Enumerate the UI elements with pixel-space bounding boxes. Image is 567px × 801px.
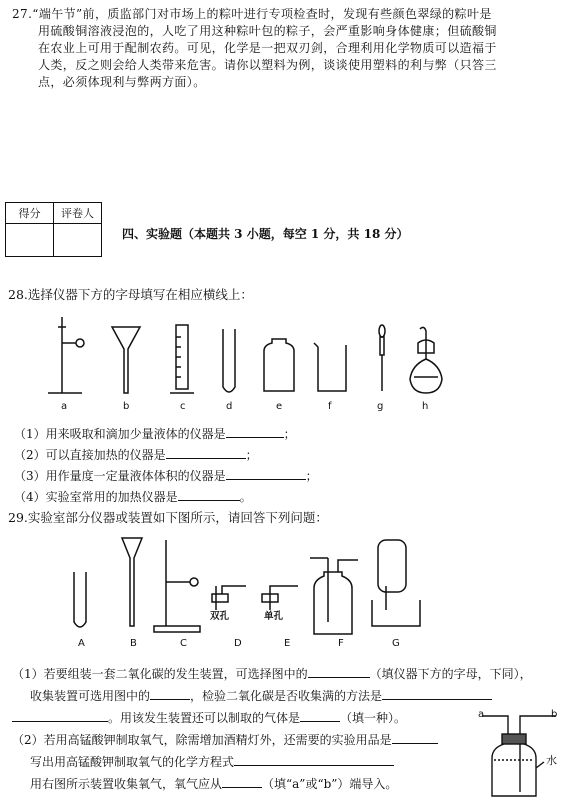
dropper-icon [379, 325, 385, 391]
label-a: a [61, 401, 68, 412]
bottle-label-b: b [551, 709, 558, 720]
q27-line: 在农业上可用于配制农药。可见，化学是一把双刃剑，合理利用化学物质可以造福于 [38, 41, 497, 55]
question-27 [12, 6, 557, 91]
gas-bottle-icon [310, 558, 358, 634]
grader-header: 评卷人 [54, 203, 102, 224]
q28-instruments [0, 305, 567, 405]
q29-title: 29.实验室部分仪器或装置如下图所示，请回答下列问题： [8, 510, 328, 525]
q28-item-4-text: （4）实验室常用的加热仪器是 [14, 490, 178, 504]
section-title: 四、实验题（本题共 3 小题，每空 1 分，共 18 分） [122, 227, 409, 241]
q29-p2-text: 用右图所示装置收集氧气，氧气应从 [30, 777, 223, 791]
water-trough-icon [372, 540, 420, 626]
q28-item-3-text: （3）用作量度一定量液体体积的仪器是 [14, 469, 226, 483]
label-G: G [392, 638, 400, 649]
score-cell[interactable] [6, 224, 54, 257]
q29-p2-text: （2）若用高锰酸钾制取氧气，除需增加酒精灯外，还需要的实验用品是 [12, 733, 392, 747]
beaker-icon [314, 343, 346, 391]
single-hole-label: 单孔 [264, 611, 284, 622]
answer-blank[interactable] [392, 731, 438, 744]
label-F: F [338, 638, 344, 649]
wide-mouth-bottle-icon [264, 339, 294, 391]
q29-p1-text: （1）若要组装一套二氧化碳的发生装置，可选择图中的 [12, 667, 308, 681]
q27-line: 27.“端午节”前，质监部门对市场上的粽叶进行专项检查时，发现有些颜色翠绿的粽叶是 [12, 7, 492, 21]
q29-p2-text: （填“a”或“b”）端导入。 [262, 777, 398, 791]
answer-blank[interactable] [234, 753, 394, 766]
answer-blank[interactable] [382, 687, 492, 700]
double-hole-label: 双孔 [210, 611, 230, 622]
q28-item-1-text: （1）用来吸取和滴加少量液体的仪器是 [14, 427, 226, 441]
iron-stand-icon [48, 317, 84, 393]
iron-stand-icon [154, 540, 200, 632]
long-neck-funnel-icon [122, 538, 142, 626]
single-hole-stopper-icon [262, 586, 298, 610]
q28-item-1: （1）用来吸取和滴加少量液体的仪器是 ； [14, 427, 296, 441]
grader-cell[interactable] [54, 224, 102, 257]
label-g: g [377, 401, 384, 412]
answer-blank[interactable] [308, 665, 370, 678]
label-c: c [180, 401, 186, 412]
q29-p1-line1 [12, 665, 532, 682]
score-header: 得分 [6, 203, 54, 224]
answer-blank[interactable] [226, 425, 284, 438]
score-table [5, 202, 102, 257]
label-E: E [284, 638, 291, 649]
q28-item-4: （4）实验室常用的加热仪器是 。 [14, 490, 252, 504]
q29-p1-text: （填仪器下方的字母，下同）， [369, 667, 532, 681]
q29-apparatus [0, 530, 567, 635]
q28-title: 28.选择仪器下方的字母填写在相应横线上： [8, 287, 253, 302]
label-d: d [226, 401, 233, 412]
q27-line: 用硫酸铜溶液浸泡的，人吃了用这种粽叶包的粽子，会严重影响身体健康；但硫酸铜 [38, 24, 497, 38]
alcohol-lamp-icon [410, 327, 442, 393]
q29-p2-line1 [12, 731, 438, 748]
answer-blank[interactable] [166, 446, 246, 459]
answer-blank[interactable] [150, 687, 190, 700]
label-B: B [130, 638, 137, 649]
funnel-icon [112, 327, 140, 393]
q29-p1-text: 。用该发生装置还可以制取的气体是 [108, 711, 301, 725]
graduated-cylinder-icon [170, 325, 194, 393]
q29-p2-text: 写出用高锰酸钾制取氧气的化学方程式 [30, 755, 235, 769]
answer-blank[interactable] [178, 488, 240, 501]
answer-blank[interactable] [12, 709, 108, 722]
q29-p1-line3 [12, 709, 406, 726]
q28-item-2-text: （2）可以直接加热的仪器是 [14, 448, 166, 462]
label-f: f [328, 401, 332, 412]
double-hole-stopper-icon [212, 586, 246, 610]
answer-blank[interactable] [222, 775, 262, 788]
label-b: b [123, 401, 130, 412]
label-A: A [78, 638, 85, 649]
test-tube-icon [223, 329, 235, 392]
label-h: h [422, 401, 429, 412]
q29-p1-line2 [30, 687, 492, 704]
water-label: 水 [546, 754, 557, 767]
q29-p2-line2 [30, 753, 394, 770]
label-e: e [276, 401, 283, 412]
q29-p2-line3 [30, 775, 397, 792]
q27-line: 人类，反之则会给人类带来危害。请你以塑料为例，谈谈使用塑料的利与弊（只答三 [38, 58, 497, 72]
answer-blank[interactable] [300, 709, 340, 722]
q29-p1-text: 收集装置可选用图中的 [30, 689, 151, 703]
q28-item-3: （3）用作量度一定量液体体积的仪器是 ； [14, 469, 318, 483]
q28-item-2: （2）可以直接加热的仪器是 ； [14, 448, 258, 462]
label-C: C [180, 638, 187, 649]
q29-p1-text: （填一种）。 [340, 711, 407, 725]
q29-p1-text: ，检验二氧化碳是否收集满的方法是 [190, 689, 383, 703]
q27-line: 点，必须体现利与弊两方面）。 [38, 75, 206, 89]
answer-blank[interactable] [226, 467, 306, 480]
label-D: D [234, 638, 242, 649]
test-tube-icon [74, 572, 86, 627]
bottle-label-a: a [478, 709, 485, 720]
